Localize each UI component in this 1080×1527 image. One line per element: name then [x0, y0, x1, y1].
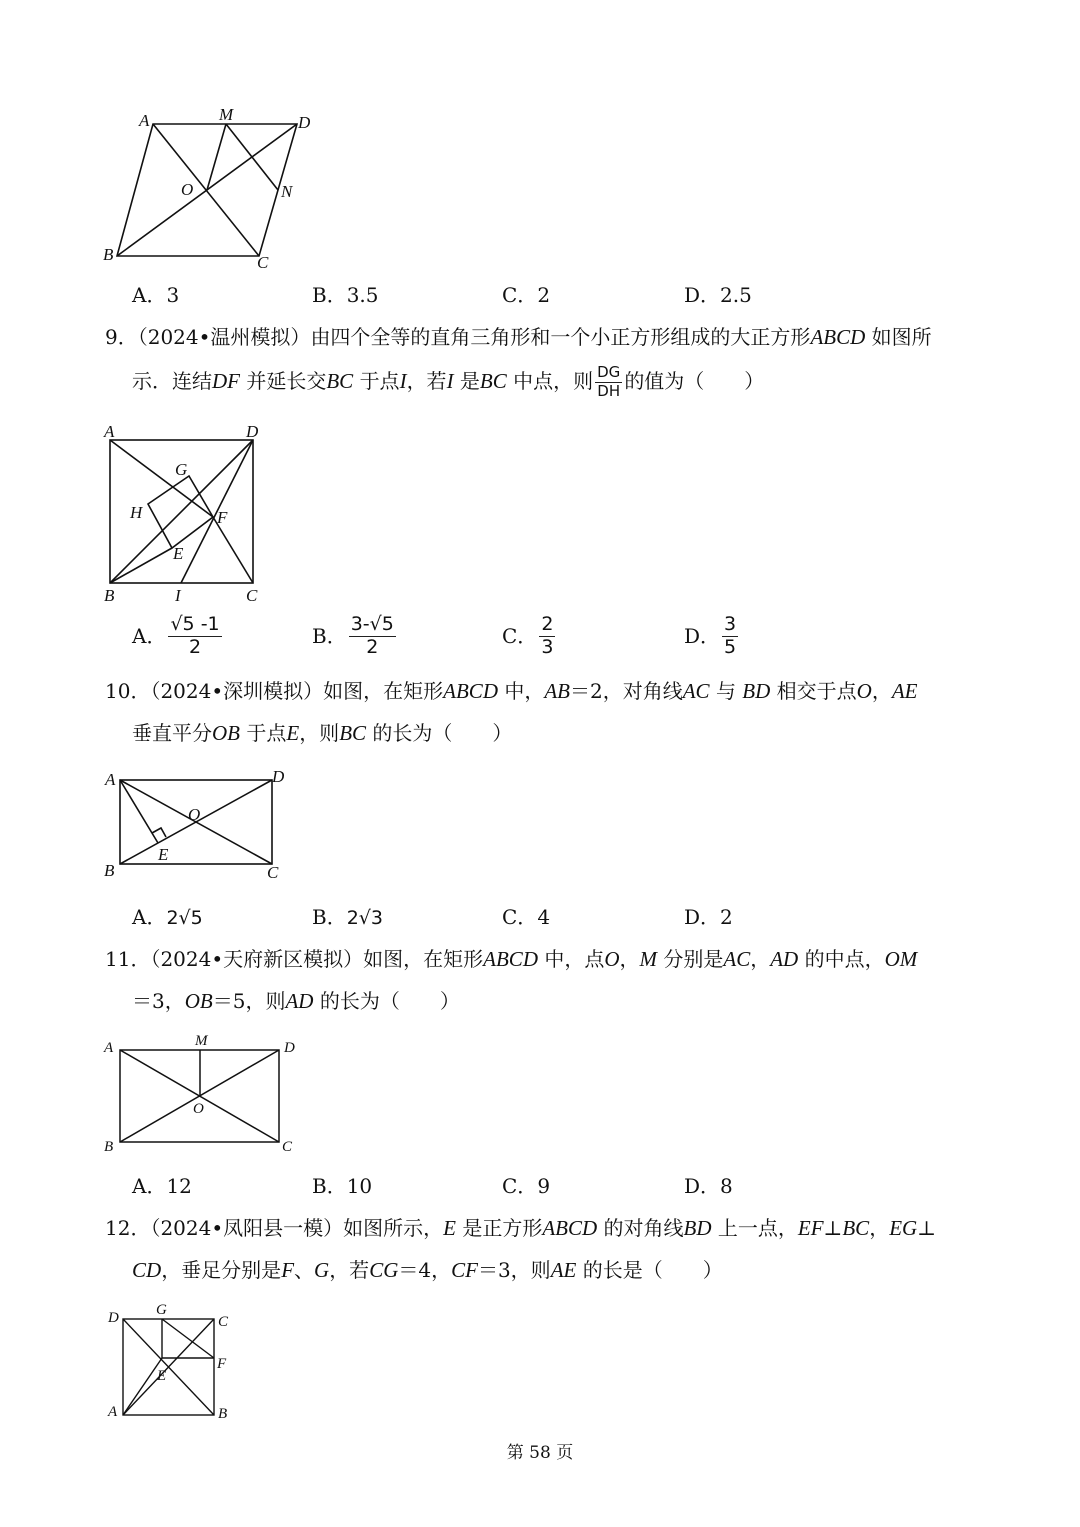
q10-option-a-letter: A． [132, 905, 167, 929]
q12-label-g: G [156, 1302, 167, 1318]
q9-label-e: E [173, 544, 184, 563]
q10-label-d: D [272, 767, 285, 786]
q9-line-1: 9．（2024•温州模拟）由四个全等的直角三角形和一个小正方形组成的大正方形ABCD 如图所 [105, 325, 932, 349]
q9-option-d-letter: D． [684, 624, 721, 649]
q11-label-m: M [195, 1033, 208, 1049]
q12-label-c: C [218, 1314, 229, 1330]
q8-option-b-letter: B． [312, 283, 347, 307]
q10-source: （2024•深圳模拟） [150, 679, 324, 703]
q10-option-b[interactable] [312, 902, 383, 933]
q10-segment-ae [120, 780, 158, 843]
q9-figure [95, 415, 285, 610]
q9-option-c-fraction: $\frac{2}{3}$ [541, 613, 554, 658]
q9-label-b: B [104, 586, 115, 605]
q9-option-a-fraction: $\frac{√5 -1}{2}$ [170, 613, 220, 658]
q9-source: （2024•温州模拟） [137, 325, 311, 349]
q10-label-a: A [105, 770, 116, 789]
q8-label-n: N [281, 182, 293, 201]
q8-segment-mn [226, 124, 278, 190]
q10-option-b-value: 2√3 [346, 907, 383, 929]
q11-label-d: D [284, 1040, 295, 1056]
q12-figure [100, 1300, 240, 1428]
q12-number: 12． [105, 1216, 151, 1240]
q9-option-a[interactable] [132, 615, 224, 658]
q11-option-c-value: 9 [537, 1174, 551, 1198]
q8-option-a-letter: A． [132, 283, 167, 307]
q8-figure [95, 100, 325, 275]
q8-option-d-letter: D． [684, 283, 721, 307]
q11-label-o: O [193, 1101, 204, 1117]
q10-option-c-value: 4 [537, 905, 551, 929]
q11-option-a-letter: A． [132, 1174, 167, 1198]
q9-option-d-fraction: $\frac{3}{5}$ [724, 613, 737, 658]
q9-option-a-letter: A． [132, 624, 167, 649]
q10-option-a-value: 2√5 [166, 907, 203, 929]
q12-line-1: 12．（2024•凤阳县一模）如图所示，E 是正方形ABCD 的对角线BD 上一点，EF⊥BC，EG⊥ [105, 1216, 937, 1240]
q8-option-d[interactable] [684, 280, 752, 310]
q9-label-c: C [246, 586, 258, 605]
q9-figure-svg [95, 415, 285, 610]
q9-option-c-letter: C． [502, 624, 538, 649]
q9-number: 9． [105, 325, 138, 349]
q10-option-c-letter: C． [502, 905, 538, 929]
q12-label-d: D [108, 1310, 119, 1326]
q9-option-b[interactable] [312, 615, 398, 658]
q8-option-c-value: 2 [537, 283, 551, 307]
q8-label-a: A [139, 111, 150, 130]
q12-figure-svg [100, 1300, 240, 1428]
q11-line-1: 11．（2024•天府新区模拟）如图，在矩形ABCD 中，点O，M 分别是AC，AD 的中点，OM [105, 947, 918, 971]
q12-source: （2024•凤阳县一模） [150, 1216, 344, 1240]
q10-figure-svg [95, 760, 300, 885]
q9-label-h: H [130, 503, 143, 522]
q9-line-a-f [110, 440, 213, 517]
q12-segment-gf [162, 1319, 214, 1358]
q11-label-a: A [104, 1040, 114, 1056]
q10-option-d-value: 2 [720, 905, 733, 929]
q8-label-b: B [103, 245, 114, 264]
q10-number: 10． [105, 679, 151, 703]
q9-option-b-fraction: $\frac{3-√5}{2}$ [350, 613, 394, 658]
q11-option-a-value: 12 [166, 1174, 192, 1198]
q11-line-2: ＝3，OB＝5，则AD 的长为（ ） [132, 989, 460, 1013]
q11-source: （2024•天府新区模拟） [150, 947, 364, 971]
q10-label-c: C [267, 863, 279, 882]
q8-option-b-value: 3.5 [346, 283, 379, 307]
q8-label-c: C [257, 253, 269, 272]
q8-label-d: D [298, 113, 311, 132]
q11-number: 11． [105, 947, 151, 971]
q11-label-c: C [282, 1139, 293, 1155]
q10-label-e: E [158, 845, 169, 864]
q11-option-d[interactable] [684, 1171, 733, 1201]
q10-line-1: 10．（2024•深圳模拟）如图，在矩形ABCD 中，AB＝2，对角线AC 与 BD 相交于点O，AE [105, 679, 918, 703]
q12-label-a: A [108, 1404, 118, 1420]
q11-figure-svg [95, 1030, 305, 1160]
q11-option-c-letter: C． [502, 1174, 538, 1198]
q10-label-b: B [104, 861, 115, 880]
q8-option-b[interactable] [312, 280, 379, 310]
q8-label-o: O [181, 180, 194, 199]
q11-option-b[interactable] [312, 1171, 372, 1201]
q9-label-d: D [246, 422, 259, 441]
q10-option-d-letter: D． [684, 905, 721, 929]
q10-option-a[interactable] [132, 902, 203, 933]
q8-segment-om [207, 124, 226, 190]
q11-label-b: B [104, 1139, 114, 1155]
q8-option-d-value: 2.5 [720, 283, 752, 307]
q8-option-a-value: 3 [166, 283, 180, 307]
q9-line-2: 示．连结DF 并延长交BC 于点I，若I 是BC 中点，则 $\frac{DG}{DH}$ 的值为（ ） [132, 363, 765, 400]
q9-option-d[interactable] [684, 615, 740, 658]
q10-option-c[interactable] [502, 902, 550, 932]
q10-option-d[interactable] [684, 902, 733, 932]
q12-line-2: CD，垂足分别是F、G，若CG＝4，CF＝3，则AE 的长是（ ） [132, 1258, 723, 1282]
q11-option-b-value: 10 [346, 1174, 373, 1198]
q11-option-a[interactable] [132, 1171, 192, 1201]
q9-label-g: G [175, 460, 188, 479]
q11-option-b-letter: B． [312, 1174, 347, 1198]
q10-figure [95, 760, 300, 885]
q8-label-m: M [219, 105, 234, 124]
q11-option-d-value: 8 [720, 1174, 733, 1198]
q11-option-d-letter: D． [684, 1174, 721, 1198]
q11-figure [95, 1030, 305, 1160]
q9-option-b-letter: B． [312, 624, 347, 649]
q9-label-f: F [217, 508, 228, 527]
q12-label-f: F [217, 1356, 227, 1372]
q8-option-a[interactable] [132, 280, 179, 310]
q8-option-c[interactable] [502, 280, 550, 310]
q8-figure-svg [95, 100, 325, 275]
q12-segment-ea [123, 1358, 162, 1415]
q10-label-o: O [188, 805, 201, 824]
q9-fraction: $\frac{DG}{DH}$ [597, 363, 621, 400]
q9-line-e-b [110, 548, 172, 583]
q9-option-c[interactable] [502, 615, 557, 658]
q9-label-i: I [175, 586, 181, 605]
q8-option-c-letter: C． [502, 283, 538, 307]
q12-label-b: B [218, 1406, 228, 1422]
page-number: 第 58 页 [506, 1443, 574, 1463]
q10-line-2: 垂直平分OB 于点E，则BC 的长为（ ） [132, 721, 513, 745]
q11-option-c[interactable] [502, 1171, 550, 1201]
q12-label-e: E [157, 1368, 167, 1384]
q10-option-b-letter: B． [312, 905, 347, 929]
q9-label-a: A [104, 422, 115, 441]
